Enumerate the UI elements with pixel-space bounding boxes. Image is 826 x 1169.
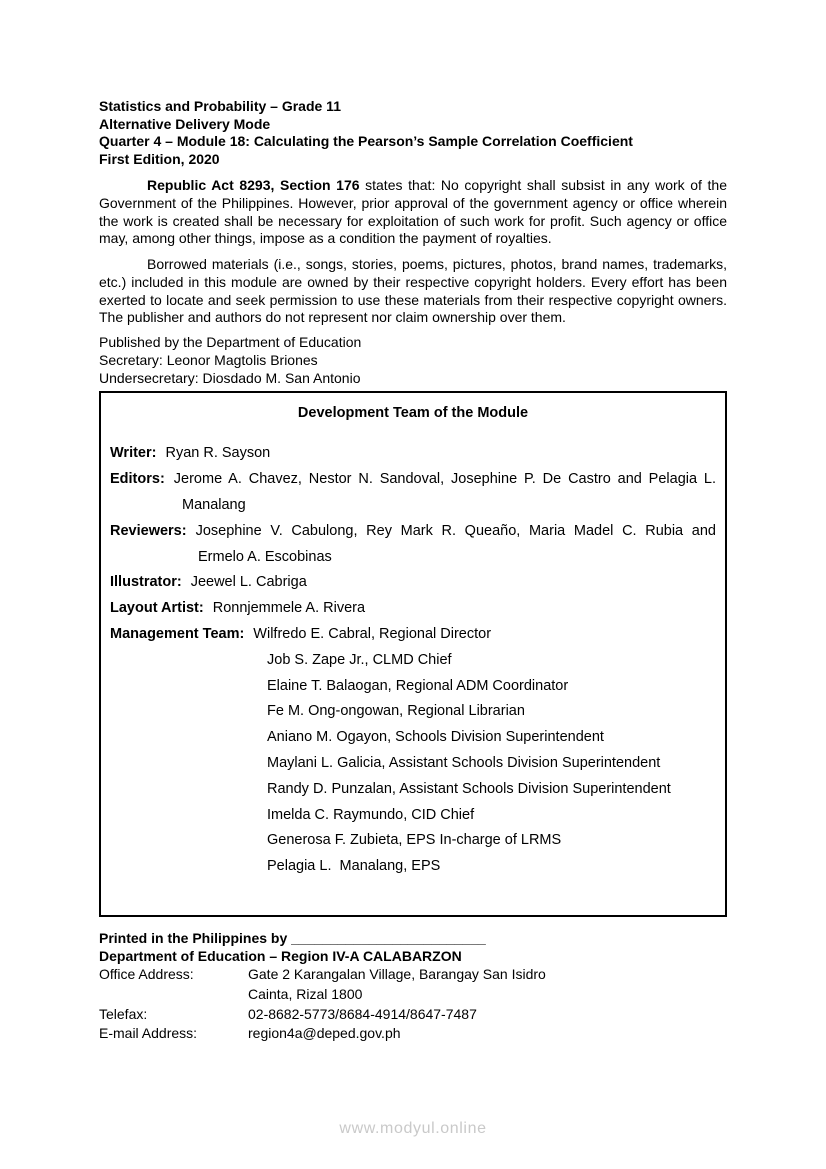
management-team-label: Management Team:	[110, 625, 245, 642]
editors-value: Jerome A. Chavez, Nestor N. Sandoval, Josephine P. De Castro and Pelagia L.	[173, 471, 716, 488]
reviewers-line-continued: Ermelo A. Escobinas	[198, 548, 332, 565]
layout-artist-value: Ronnjemmele A. Rivera	[212, 600, 366, 617]
reviewers-value: Josephine V. Cabulong, Rey Mark R. Queaño, Maria Madel C. Rubia and	[195, 522, 716, 539]
email-row	[99, 1024, 727, 1044]
management-team-member: Maylani L. Galicia, Assistant Schools Division Superintendent	[267, 754, 661, 771]
layout-artist-line	[110, 596, 716, 622]
management-team-member: Job S. Zape Jr., CLMD Chief	[267, 651, 452, 668]
module-header	[99, 98, 727, 168]
secretary-line: Secretary: Leonor Magtolis Briones	[99, 351, 318, 368]
telefax-row	[99, 1005, 727, 1025]
office-address-value: Gate 2 Karangalan Village, Barangay San Isidro	[248, 966, 546, 983]
editors-line-continued: Manalang	[182, 496, 246, 513]
editors-line	[110, 467, 716, 493]
office-address-row-2	[99, 985, 727, 1005]
printing-info-block	[99, 929, 727, 1043]
management-team-line	[110, 622, 716, 648]
management-team-member: Aniano M. Ogayon, Schools Division Superintendent	[267, 729, 604, 746]
management-team-member: Pelagia L. Manalang, EPS	[267, 858, 441, 875]
telefax-value: 02-8682-5773/8684-4914/8647-7487	[248, 1005, 477, 1022]
module-mode-line: Alternative Delivery Mode	[99, 115, 271, 132]
printed-by-label: Printed in the Philippines by	[99, 930, 292, 947]
page-content	[99, 98, 727, 1044]
writer-label: Writer:	[110, 445, 157, 462]
undersecretary-line: Undersecretary: Diosdado M. San Antonio	[99, 369, 361, 386]
borrowed-materials-paragraph: Borrowed materials (i.e., songs, stories, poems, pictures, photos, brand names, trademarks, etc.) included in this module are owned by their respective copyright holders. Every effort has been exerted to locate and seek permission to use these materials from their respective copyright owners. The publisher and authors do not represent nor claim ownership over them.	[99, 256, 727, 326]
publisher-block	[99, 334, 727, 387]
office-address-label-2	[99, 985, 248, 1005]
layout-artist-label: Layout Artist:	[110, 600, 204, 617]
editors-label: Editors:	[110, 471, 165, 488]
management-team-member: Randy D. Punzalan, Assistant Schools Division Superintendent	[267, 780, 671, 797]
republic-act-paragraph	[99, 177, 727, 248]
telefax-label: Telefax:	[99, 1005, 148, 1022]
module-subject-line: Statistics and Probability – Grade 11	[99, 98, 341, 114]
development-team-box	[99, 391, 727, 917]
reviewers-label: Reviewers:	[110, 522, 187, 539]
republic-act-text: states that: No copyright shall subsist in any work of the Government of the Philippines. However, prior approval of the government agency or office wherein the work is created shall be necessary for exploitation of such work for profit. Such agency or office may, among other things, impose as a condition the payment of royalties.	[99, 177, 727, 247]
management-team-member: Imelda C. Raymundo, CID Chief	[267, 806, 475, 823]
module-edition-line: First Edition, 2020	[99, 150, 220, 167]
published-by-line: Published by the Department of Education	[99, 334, 362, 350]
management-team-member: Elaine T. Balaogan, Regional ADM Coordinator	[267, 677, 569, 694]
republic-act-bold: Republic Act 8293, Section 176	[147, 177, 360, 194]
email-value: region4a@deped.gov.ph	[248, 1025, 401, 1042]
management-team-member: Wilfredo E. Cabral, Regional Director	[253, 625, 492, 642]
module-title-line: Quarter 4 – Module 18: Calculating the Pearson’s Sample Correlation Coefficient	[99, 133, 633, 150]
printed-by-blank: _________________________	[291, 930, 486, 947]
illustrator-line	[110, 570, 716, 596]
office-address-value-2: Cainta, Rizal 1800	[248, 985, 363, 1002]
office-address-label: Office Address:	[99, 966, 194, 983]
writer-value: Ryan R. Sayson	[165, 445, 271, 462]
site-watermark: www.modyul.online	[339, 1120, 487, 1137]
printed-by-line	[99, 929, 727, 947]
writer-line	[110, 441, 716, 467]
illustrator-value: Jeewel L. Cabriga	[190, 574, 307, 591]
office-address-row	[99, 965, 727, 985]
region-publisher-line: Department of Education – Region IV-A CALABARZON	[99, 948, 462, 965]
management-team-member: Generosa F. Zubieta, EPS In-charge of LRMS	[267, 832, 562, 849]
development-team-title: Development Team of the Module	[297, 405, 529, 422]
illustrator-label: Illustrator:	[110, 574, 182, 591]
reviewers-line	[110, 519, 716, 545]
email-label: E-mail Address:	[99, 1025, 198, 1042]
management-team-member: Fe M. Ong-ongowan, Regional Librarian	[267, 703, 525, 720]
